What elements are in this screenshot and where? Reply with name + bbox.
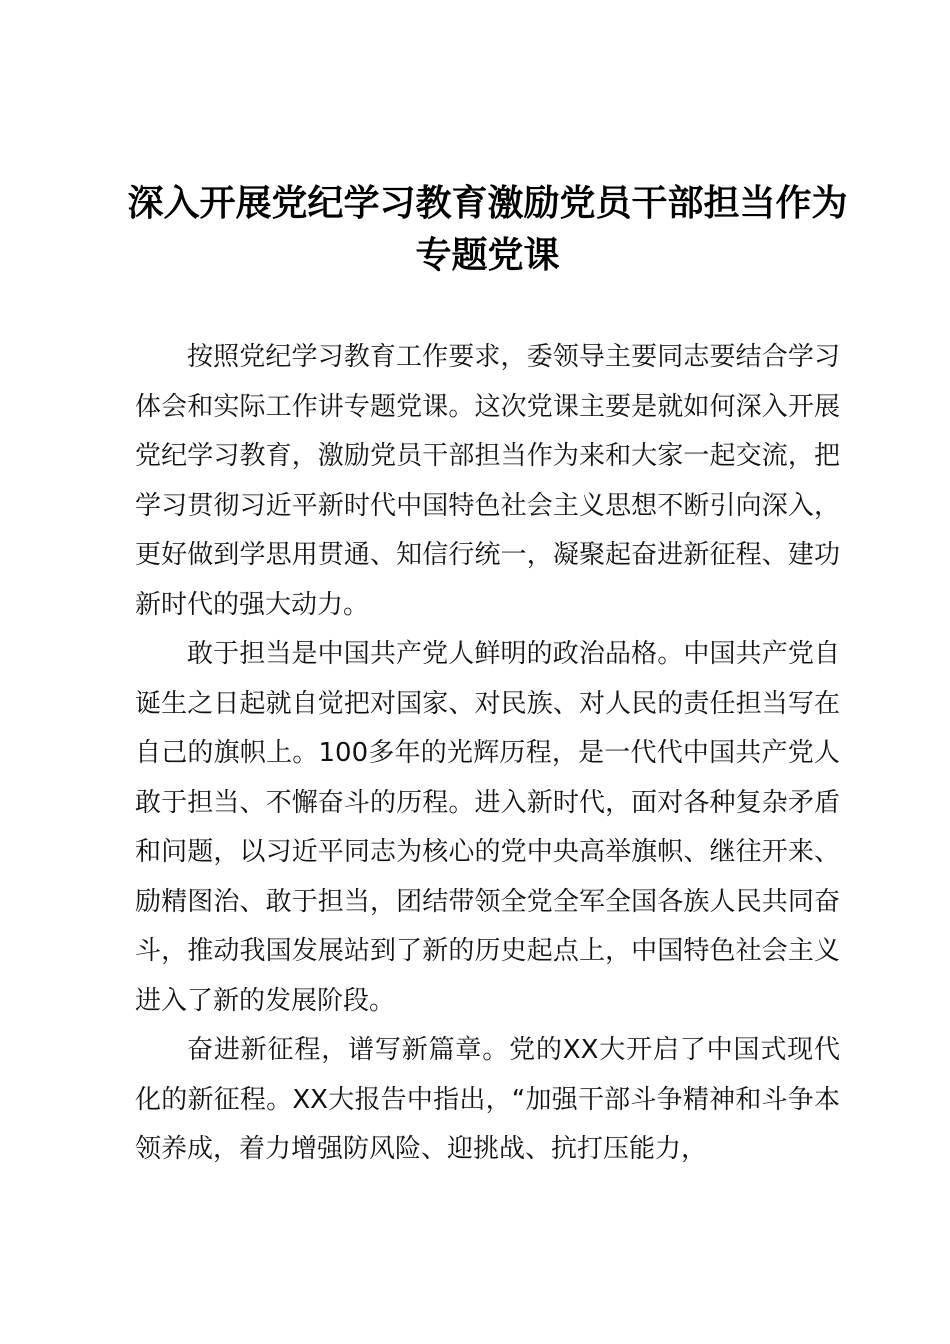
paragraph: 敢于担当是中国共产党人鲜明的政治品格。中国共产党自诞生之日起就自觉把对国家、对民族、对人民的责任担当写在自己的旗帜上。100多年的光辉历程，是一代代中国共产党人敢于担当、不懈奋斗的历程。进入新时代，面对各种复杂矛盾和问题，以习近平同志为核心的党中央高举旗帜、继往开来、励精图治、敢于担当，团结带领全党全军全国各族人民共同奋斗，推动我国发展站到了新的历史起点上，中国特色社会主义进入了新的发展阶段。 xyxy=(135,639,840,1016)
document-title: 深入开展党纪学习教育激励党员干部担当作为专题党课 xyxy=(127,183,848,276)
paragraph: 奋进新征程，谱写新篇章。党的XX大开启了中国式现代化的新征程。XX大报告中指出，“加强干部斗争精神和斗争本领养成，着力增强防风险、迎挑战、抗打压能力， xyxy=(135,1035,840,1164)
document-body xyxy=(135,333,840,1175)
paragraph: 按照党纪学习教育工作要求，委领导主要同志要结合学习体会和实际工作讲专题党课。这次党课主要是就如何深入开展党纪学习教育，激励党员干部担当作为来和大家一起交流，把学习贯彻习近平新时代中国特色社会主义思想不断引向深入，更好做到学思用贯通、知信行统一，凝聚起奋进新征程、建功新时代的强大动力。 xyxy=(135,342,840,620)
